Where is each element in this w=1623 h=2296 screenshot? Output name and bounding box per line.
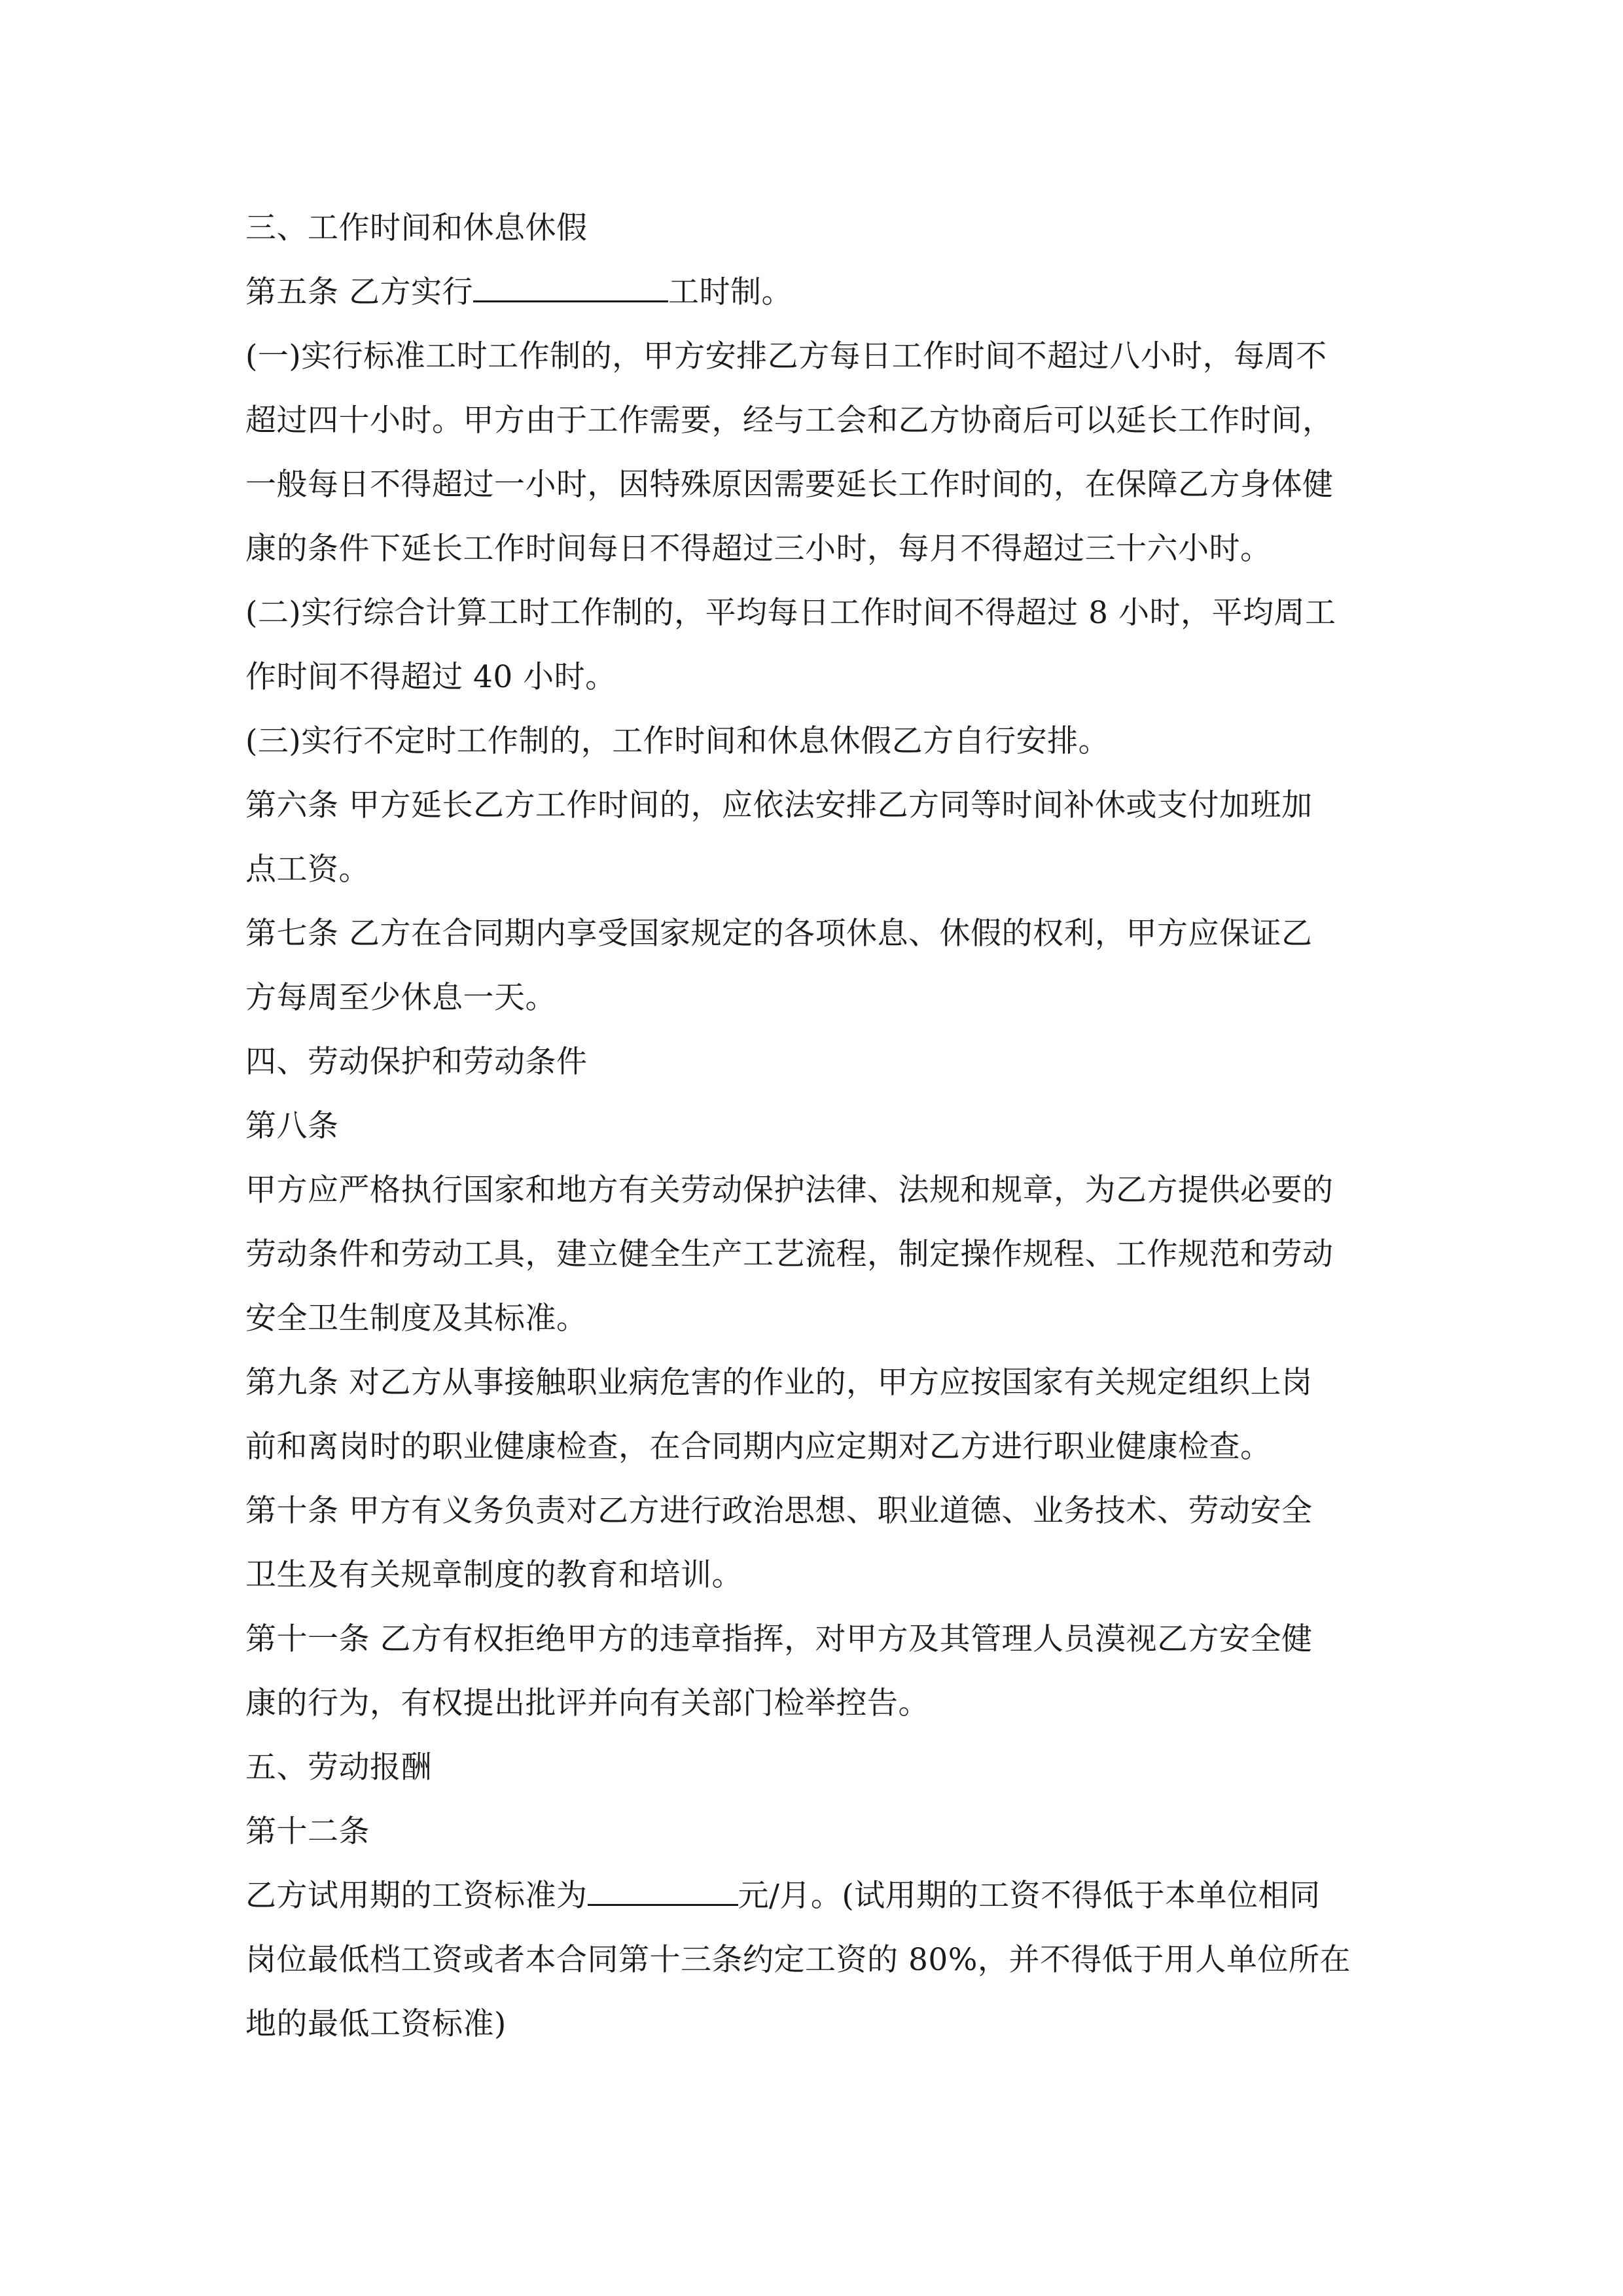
paragraph-line: 康的行为，有权提出批评并向有关部门检举控告。 <box>245 1685 929 1721</box>
paragraph-line: 点工资。 <box>245 852 370 888</box>
article-12-heading: 第十二条 <box>245 1814 370 1850</box>
section-heading-5: 五、劳动报酬 <box>245 1749 432 1785</box>
paragraph-line: 康的条件下延长工作时间每日不得超过三小时，每月不得超过三十六小时。 <box>245 531 1272 567</box>
section-heading-3: 三、工作时间和休息休假 <box>245 210 588 246</box>
paragraph-line: 方每周至少休息一天。 <box>245 980 556 1016</box>
article-12-text-after: 元/月。(试用期的工资不得低于本单位相同 <box>738 1878 1321 1914</box>
section-heading-4: 四、劳动保护和劳动条件 <box>245 1044 588 1080</box>
article-6-line: 第六条 甲方延长乙方工作时间的，应依法安排乙方同等时间补休或支付加班加 <box>245 787 1313 823</box>
article-7-line: 第七条 乙方在合同期内享受国家规定的各项休息、休假的权利，甲方应保证乙 <box>245 916 1313 952</box>
paragraph-line: 地的最低工资标准) <box>245 2006 507 2042</box>
article-10-line: 第十条 甲方有义务负责对乙方进行政治思想、职业道德、业务技术、劳动安全 <box>245 1493 1313 1529</box>
probation-wage-blank <box>588 1878 738 1906</box>
article-9-line: 第九条 对乙方从事接触职业病危害的作业的，甲方应按国家有关规定组织上岗 <box>245 1365 1313 1401</box>
paragraph-line: 作时间不得超过 40 小时。 <box>245 659 616 695</box>
paragraph-line: 岗位最低档工资或者本合同第十三条约定工资的 80%，并不得低于用人单位所在 <box>245 1942 1351 1978</box>
paragraph-line: (三)实行不定时工作制的，工作时间和休息休假乙方自行安排。 <box>245 723 1110 759</box>
paragraph-line: 前和离岗时的职业健康检查，在合同期内应定期对乙方进行职业健康检查。 <box>245 1429 1272 1465</box>
working-hours-blank <box>473 274 668 302</box>
paragraph-line: (一)实行标准工时工作制的，甲方安排乙方每日工作时间不超过八小时，每周不 <box>245 338 1327 374</box>
article-5-line <box>245 260 1384 325</box>
article-8-heading: 第八条 <box>245 1108 339 1144</box>
article-12-line <box>245 1864 1384 1928</box>
paragraph-line: 甲方应严格执行国家和地方有关劳动保护法律、法规和规章，为乙方提供必要的 <box>245 1172 1334 1208</box>
paragraph-line: 超过四十小时。甲方由于工作需要，经与工会和乙方协商后可以延长工作时间， <box>245 403 1334 439</box>
article-5-text-before: 第五条 乙方实行 <box>245 274 473 310</box>
paragraph-line: 安全卫生制度及其标准。 <box>245 1300 588 1336</box>
article-11-line: 第十一条 乙方有权拒绝甲方的违章指挥，对甲方及其管理人员漠视乙方安全健 <box>245 1621 1313 1657</box>
paragraph-line: 劳动条件和劳动工具，建立健全生产工艺流程，制定操作规程、工作规范和劳动 <box>245 1236 1334 1272</box>
paragraph-line: 一般每日不得超过一小时，因特殊原因需要延长工作时间的，在保障乙方身体健 <box>245 467 1334 503</box>
paragraph-line: 卫生及有关规章制度的教育和培训。 <box>245 1557 743 1593</box>
article-12-text-before: 乙方试用期的工资标准为 <box>245 1878 588 1914</box>
document-page <box>245 196 1384 2056</box>
paragraph-line: (二)实行综合计算工时工作制的，平均每日工作时间不得超过 8 小时，平均周工 <box>245 595 1336 631</box>
article-5-text-after: 工时制。 <box>668 274 793 310</box>
